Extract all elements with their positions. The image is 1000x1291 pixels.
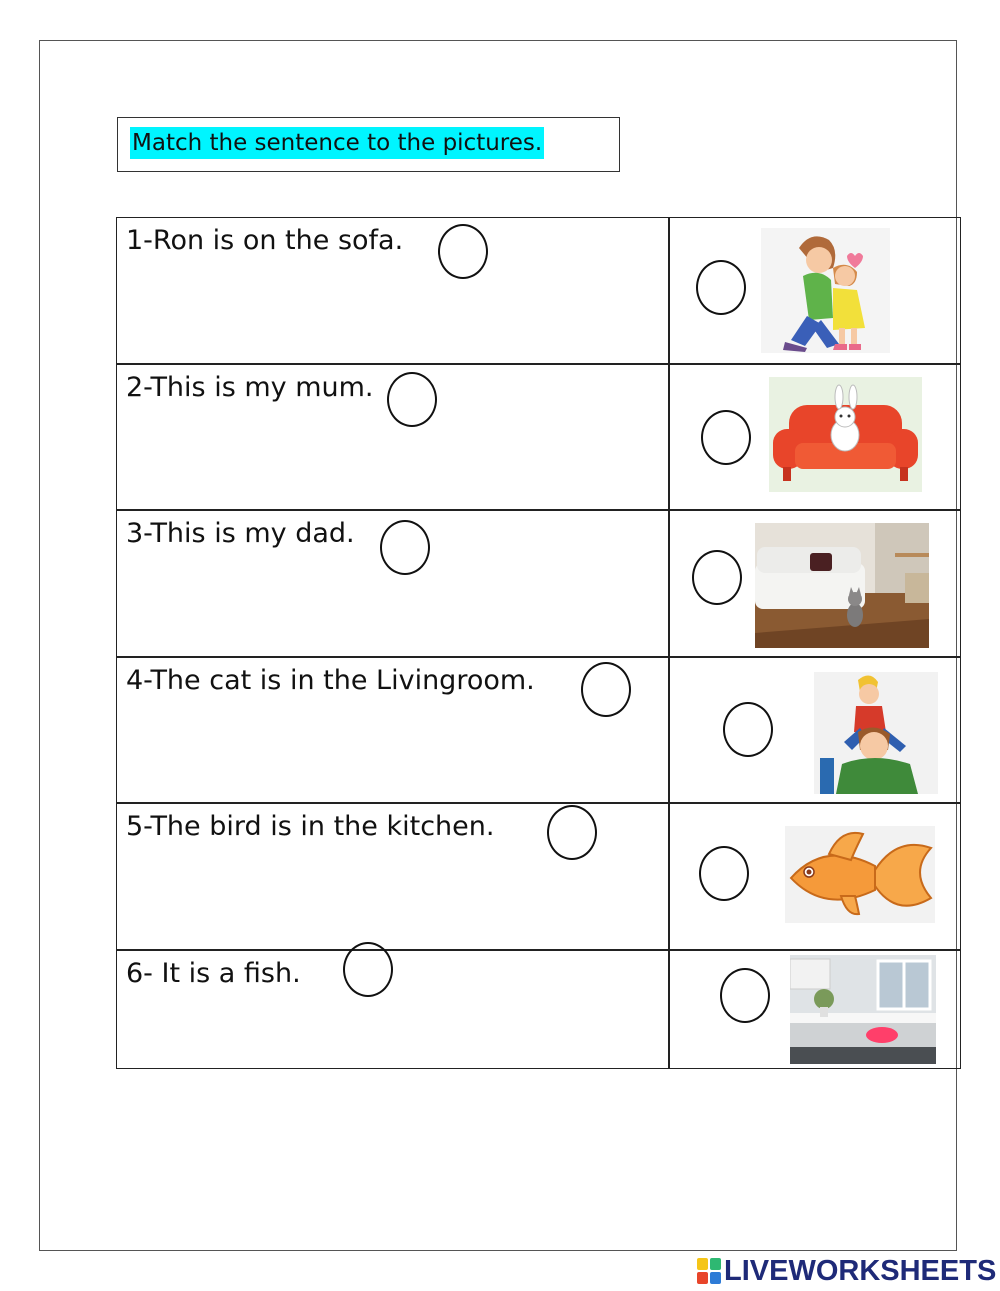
sentence-2-answer-circle[interactable] — [387, 372, 437, 427]
sentence-4: 4-The cat is in the Livingroom. — [126, 665, 535, 696]
father-carrying-son-picture — [814, 672, 938, 794]
table-column-divider — [668, 217, 670, 1069]
picture-2-answer-circle[interactable] — [701, 410, 751, 465]
instruction-box — [117, 117, 620, 172]
kitchen-picture — [790, 955, 936, 1064]
liveworksheets-logo — [697, 1256, 996, 1286]
picture-4-answer-circle[interactable] — [723, 702, 773, 757]
rabbit-on-sofa-picture — [769, 377, 922, 492]
sentence-5-answer-circle[interactable] — [547, 805, 597, 860]
picture-6-answer-circle[interactable] — [720, 968, 770, 1023]
table-row-divider — [116, 509, 961, 511]
table-row-divider — [116, 949, 961, 951]
table-row-divider — [116, 363, 961, 365]
sentence-5: 5-The bird is in the kitchen. — [126, 811, 495, 842]
sentence-3: 3-This is my dad. — [126, 518, 355, 549]
sentence-1-answer-circle[interactable] — [438, 224, 488, 279]
goldfish-picture — [785, 826, 935, 923]
instruction-text: Match the sentence to the pictures. — [130, 127, 544, 159]
sentence-4-answer-circle[interactable] — [581, 662, 631, 717]
cat-in-living-room-picture — [755, 523, 929, 648]
table-row-divider — [116, 802, 961, 804]
table-row-divider — [116, 656, 961, 658]
brand-name: LIVEWORKSHEETS — [724, 1255, 997, 1287]
picture-1-answer-circle[interactable] — [696, 260, 746, 315]
sentence-3-answer-circle[interactable] — [380, 520, 430, 575]
mother-hugging-child-picture — [761, 228, 890, 353]
picture-5-answer-circle[interactable] — [699, 846, 749, 901]
picture-3-answer-circle[interactable] — [692, 550, 742, 605]
sentence-6: 6- It is a fish. — [126, 958, 301, 989]
sentence-1: 1-Ron is on the sofa. — [126, 225, 404, 256]
sentence-2: 2-This is my mum. — [126, 372, 374, 403]
liveworksheets-logo-icon — [697, 1258, 721, 1284]
sentence-6-answer-circle[interactable] — [343, 942, 393, 997]
